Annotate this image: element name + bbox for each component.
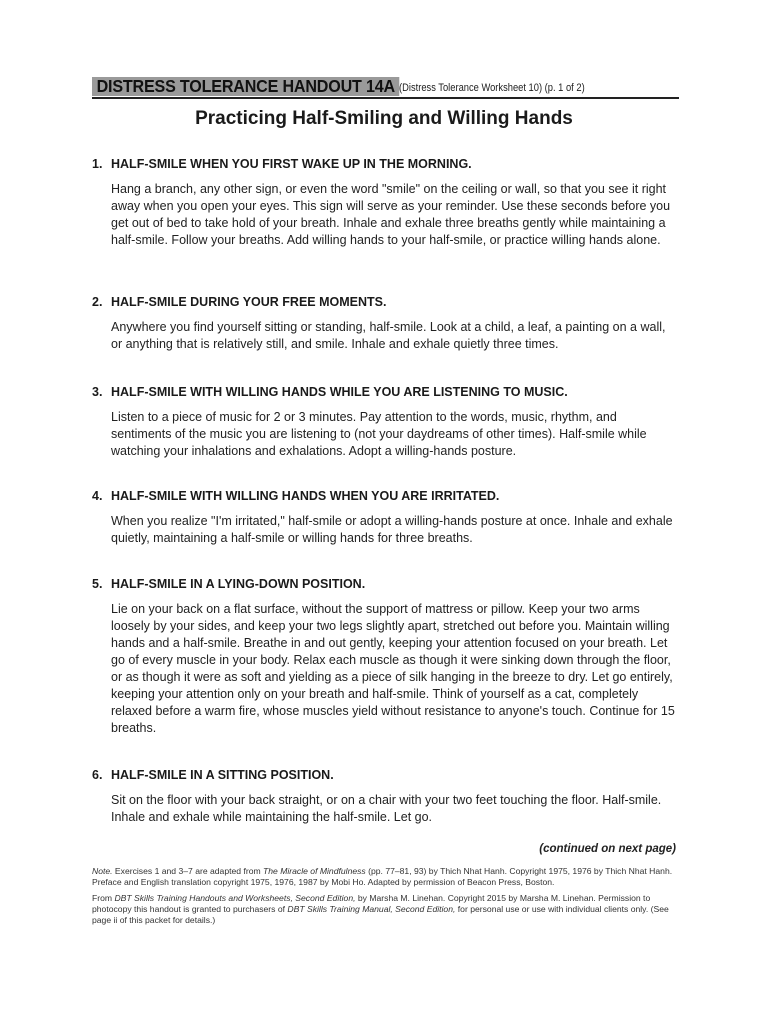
exercise-heading (92, 576, 682, 592)
exercise-title: HALF-SMILE WHEN YOU FIRST WAKE UP IN THE MORNING. (111, 157, 472, 171)
exercise-number: 4. (92, 489, 103, 503)
exercise-body: Anywhere you find yourself sitting or standing, half-smile. Look at a child, a leaf, a painting on a wall, or anything that is relatively still, and smile. Inhale and exhale quietly three times. (111, 320, 666, 351)
exercise-heading (92, 294, 682, 310)
exercise-section (92, 488, 682, 547)
source-pre: From (92, 893, 115, 903)
exercise-title: HALF-SMILE IN A LYING-DOWN POSITION. (111, 577, 366, 591)
exercise-body: Listen to a piece of music for 2 or 3 minutes. Pay attention to the words, music, rhythm, and sentiments of the music you are listening to (not your daydreams of other times). Half-smile while watching your inhalations and exhalations. Adopt a willing-hands posture. (111, 410, 647, 458)
exercise-title: HALF-SMILE WITH WILLING HANDS WHILE YOU ARE LISTENING TO MUSIC. (111, 385, 568, 399)
exercise-number: 1. (92, 157, 103, 171)
page-title: Practicing Half-Smiling and Willing Hands (195, 108, 573, 129)
note-post: (pp. 77–81, 93) by Thich Nhat Hanh. Copyright 1975, 1976 by Thich Nhat Hanh. Preface and English translation copyright 1975, 1976, 1987 by Mobi Ho. Adapted by permission of Beacon Press, Boston. (92, 866, 673, 887)
source-book: DBT Skills Training Handouts and Worksheets, Second Edition, (114, 893, 356, 903)
handout-tag: DISTRESS TOLERANCE HANDOUT 14A (92, 77, 400, 96)
exercise-title: HALF-SMILE WITH WILLING HANDS WHEN YOU ARE IRRITATED. (111, 489, 500, 503)
exercise-section (92, 576, 682, 737)
exercise-heading (92, 384, 682, 400)
exercise-section (92, 156, 682, 249)
exercise-body: Sit on the floor with your back straight, or on a chair with your two feet touching the floor. Half-smile. Inhale and exhale while maintaining the half-smile. Let go. (111, 793, 662, 824)
note-pre: Exercises 1 and 3–7 are adapted from (112, 866, 264, 876)
exercise-body: When you realize "I'm irritated," half-smile or adopt a willing-hands posture at once. Inhale and exhale quietly, maintaining a half-smile or willing hands for three breaths. (111, 514, 673, 545)
exercise-heading (92, 156, 682, 172)
source-post: for personal use or use with individual clients only. (See page ii of this packet for details.) (92, 904, 669, 925)
source-manual: DBT Skills Training Manual, Second Edition, (287, 904, 456, 914)
exercise-number: 6. (92, 768, 103, 782)
continued-note: (continued on next page) (539, 843, 676, 855)
source-mid: by Marsha M. Linehan. Copyright 2015 by Marsha M. Linehan. Permission to photocopy this handout is granted to purchasers of (92, 893, 651, 914)
exercise-number: 3. (92, 385, 103, 399)
exercise-section (92, 767, 682, 826)
handout-header (92, 77, 679, 99)
exercise-title: HALF-SMILE IN A SITTING POSITION. (111, 768, 334, 782)
note-label: Note. (92, 866, 113, 876)
exercise-heading (92, 767, 682, 783)
exercise-body: Hang a branch, any other sign, or even the word "smile" on the ceiling or wall, so that you see it right away when you open your eyes. This sign will serve as your reminder. Use these seconds before you get out of bed to take hold of your breath. Inhale and exhale three breaths gently while maintaining a half-smile. Follow your breaths. Add willing hands to your half-smile, or practice willing hands alone. (111, 182, 671, 247)
exercise-section (92, 384, 682, 460)
copyright-note (92, 893, 682, 926)
note-book: The Miracle of Mindfulness (263, 866, 366, 876)
exercise-number: 2. (92, 295, 103, 309)
exercise-body: Lie on your back on a flat surface, without the support of mattress or pillow. Keep your two arms loosely by your sides, and keep your two legs slightly apart, stretched out before you. Maintain willing hands and a half-smile. Breathe in and out gently, keeping your attention focused on your breath. Let go of every muscle in your body. Relax each muscle as though it were sinking down through the floor, or as though it were as soft and yielding as a piece of silk hanging in the breeze to dry. Let go entirely, keeping your attention only on your breath and half-smile. Think of yourself as a cat, completely relaxed before a warm fire, whose muscles yield without resistance to anyone's touch. Continue for 15 breaths. (111, 602, 675, 735)
handout-meta: (Distress Tolerance Worksheet 10) (p. 1 of 2) (399, 82, 585, 94)
exercise-number: 5. (92, 577, 103, 591)
adaptation-note (92, 866, 682, 888)
exercise-section (92, 294, 682, 353)
exercise-title: HALF-SMILE DURING YOUR FREE MOMENTS. (111, 295, 387, 309)
exercise-heading (92, 488, 682, 504)
